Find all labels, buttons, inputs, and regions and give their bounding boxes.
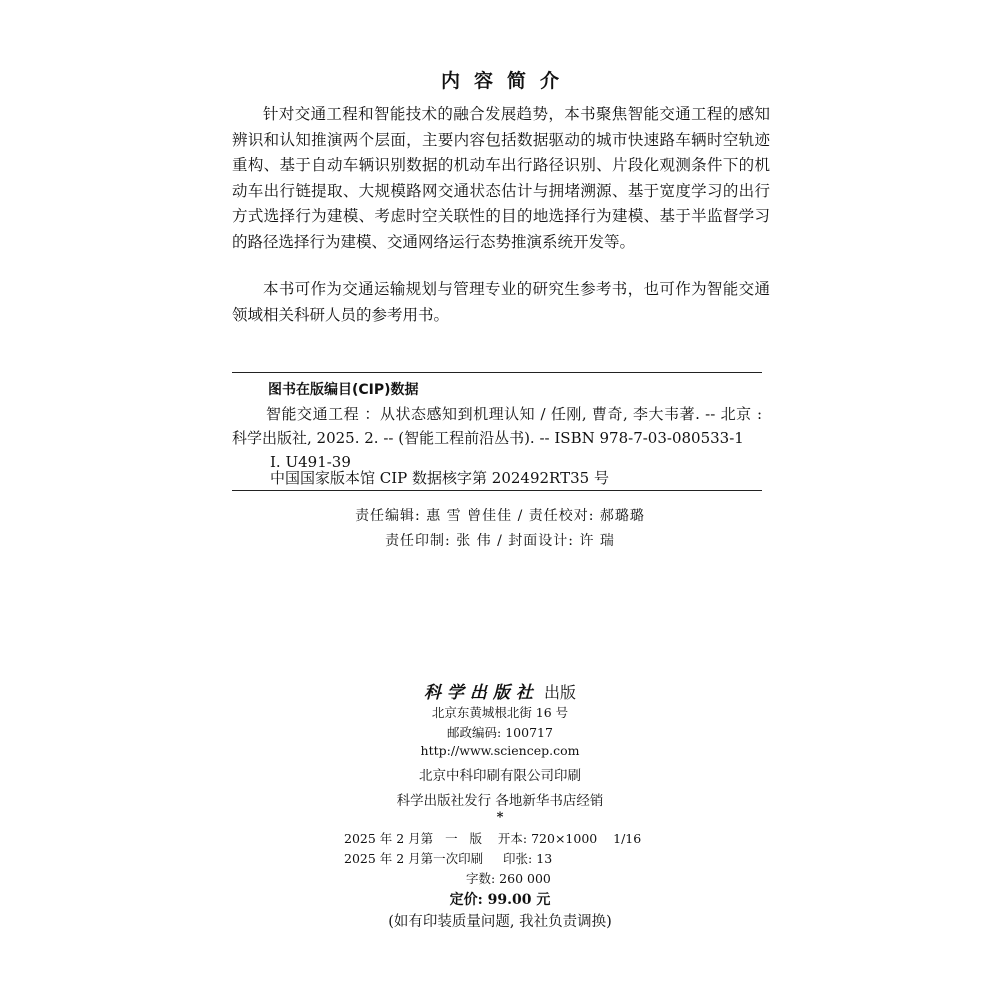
word-count: 字数: 260 000 [466, 871, 551, 886]
distribution-line: 科学出版社发行 各地新华书店经销 [396, 793, 604, 809]
cip-heading: 图书在版编目(CIP)数据 [268, 382, 419, 398]
printer-line: 北京中科印刷有限公司印刷 [419, 768, 581, 784]
staff-printing: 责任印制: 张 伟 / 封面设计: 许 瑞 [385, 533, 615, 549]
publisher-postcode: 邮政编码: 100717 [447, 725, 553, 740]
summary-title: 内容简介 [440, 70, 573, 92]
cip-number: 中国国家版本馆 CIP 数据核字第 202492RT35 号 [270, 469, 609, 487]
publisher-address: 北京东黄城根北街 16 号 [431, 705, 569, 720]
edition-line-2: 2025 年 2 月第一次印刷 印张: 13 [344, 851, 553, 866]
quality-note: (如有印装质量问题, 我社负责调换) [388, 914, 612, 930]
price: 定价: 99.00 元 [449, 892, 551, 908]
summary-paragraph-1: 针对交通工程和智能技术的融合发展趋势，本书聚焦智能交通工程的感知辨识和认知推演两个层面，主要内容包括数据驱动的城市快速路车辆时空轨迹重构、基于自动车辆识别数据的机动车出行路径识别、片段化观测条件下的机动车出行链提取、大规模路网交通状态估计与拥堵溯源、基于宽度学习的出行方式选择行为建模、考虑时空关联性的目的地选择行为建模、基于半监督学习的路径选择行为建模、交通网络运行态势推演系统开发等。 [232, 105, 770, 251]
publisher-suffix: 出版 [544, 683, 577, 702]
publisher-website: http://www.sciencep.com [420, 743, 580, 758]
cip-classification: Ⅰ. U491-39 [270, 453, 351, 471]
edition-line-1: 2025 年 2 月第 一 版 开本: 720×1000 1/16 [344, 831, 642, 846]
cip-bottom-rule [232, 490, 762, 491]
summary-paragraph-2: 本书可作为交通运输规划与管理专业的研究生参考书，也可作为智能交通领域相关科研人员的参考用书。 [232, 280, 770, 324]
cip-top-rule [232, 372, 762, 373]
staff-editors: 责任编辑: 惠 雪 曾佳佳 / 责任校对: 郝璐璐 [355, 508, 645, 524]
publisher-line [0, 678, 1000, 703]
cip-description: 智能交通工程 ：从状态感知到机理认知 / 任刚, 曹奇, 李大韦著. -- 北京 : 科学出版社, 2025. 2. -- (智能工程前沿丛书). -- ISBN 978-7-03-080533-1 [232, 405, 762, 447]
publisher-logo: 科学出版社 [423, 683, 539, 703]
separator-star: * [496, 810, 504, 825]
